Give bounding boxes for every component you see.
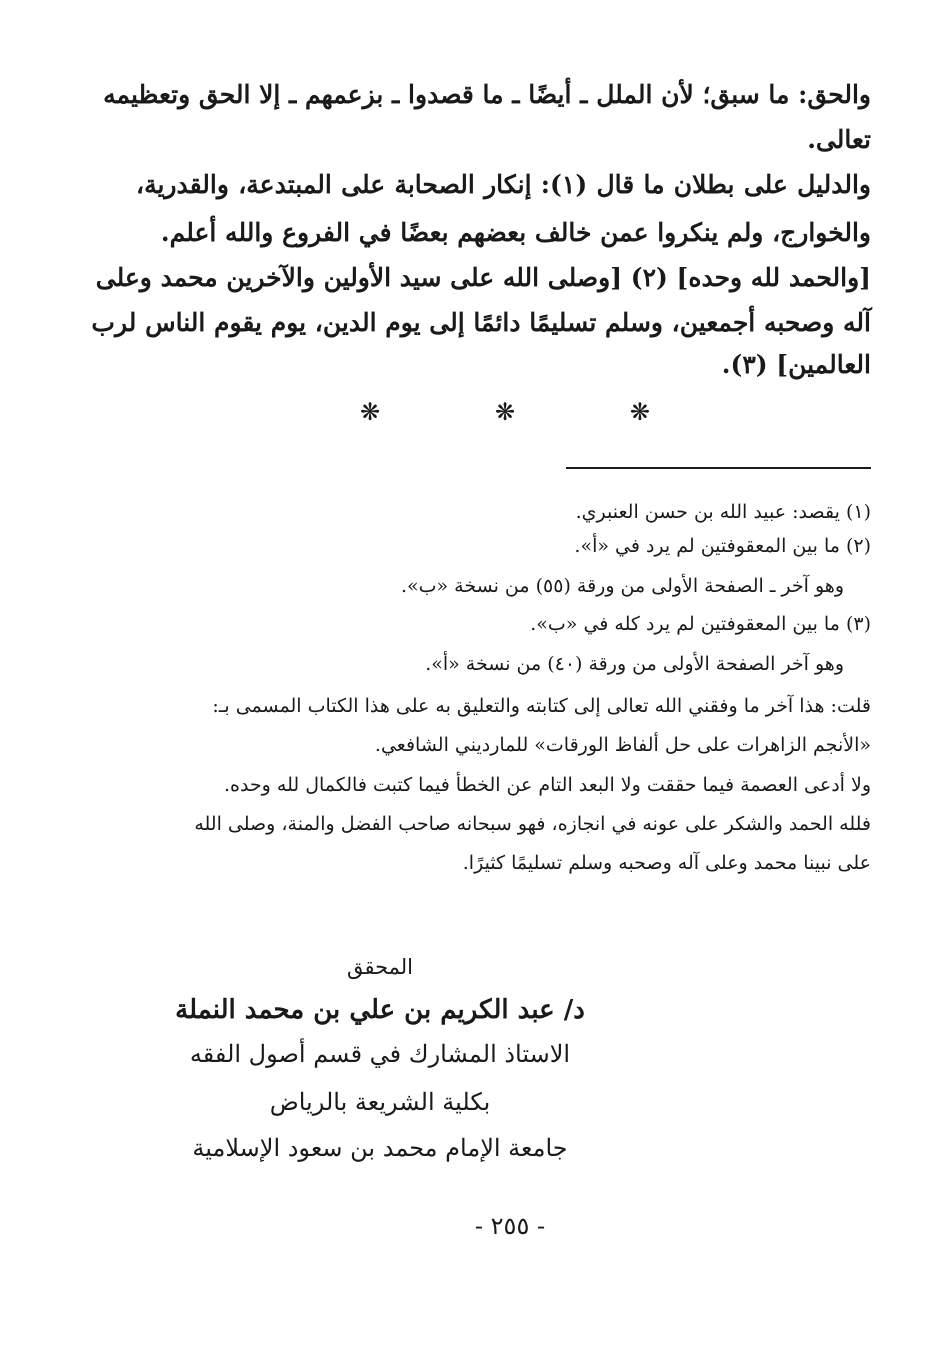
editor-name: د/ عبد الكريم بن علي بن محمد النملة [175,995,585,1025]
main-text-line-6: آله وصحبه أجمعين، وسلم تسليمًا دائمًا إلى يوم الدين، يوم يقوم الناس لرب [91,308,871,337]
footnote-2: (٢) ما بين المعقوفتين لم يرد في «أ». [574,535,871,557]
separator-star-icon: ❋ [494,398,516,426]
closing-note-2: «الأنجم الزاهرات على حل ألفاظ الورقات» للمارديني الشافعي. [374,734,871,756]
section-separator [360,398,650,426]
editor-title: الاستاذ المشارك في قسم أصول الفقه [189,1040,571,1068]
editor-college: بكلية الشريعة بالرياض [269,1088,491,1116]
main-text-line-4: والخوارج، ولم ينكروا عمن خالف بعضهم بعضًا في الفروع والله أعلم. [160,218,871,247]
separator-star-icon: ❋ [360,398,381,426]
main-text-line-2: تعالى. [807,125,871,154]
closing-note-4: فلله الحمد والشكر على عونه في انجازه، فهو سبحانه صاحب الفضل والمنة، وصلى الله [194,813,871,835]
editor-university: جامعة الإمام محمد بن سعود الإسلامية [192,1134,568,1162]
footnote-3-note: وهو آخر الصفحة الأولى من ورقة (٤٠) من نسخة «أ». [425,653,844,675]
footnote-divider [566,467,871,469]
page-number: - ٢٥٥ - [474,1212,546,1240]
main-text-line-5: [والحمد لله وحده] (٢) [وصلى الله على سيد الأولين والآخرين محمد وعلى [95,263,871,292]
main-text-line-3: والدليل على بطلان ما قال (١): إنكار الصحابة على المبتدعة، والقدرية، [136,170,872,199]
footnote-1: (١) يقصد: عبيد الله بن حسن العنبري. [575,501,871,523]
closing-note-1: قلت: هذا آخر ما وفقني الله تعالى إلى كتابته والتعليق به على هذا الكتاب المسمى بـ: [212,695,871,717]
main-text-line-7: العالمين] (٣). [721,350,871,379]
editor-role: المحقق [346,955,414,979]
closing-note-3: ولا أدعى العصمة فيما حققت ولا البعد التام عن الخطأ فيما كتبت فالكمال لله وحده. [223,774,871,796]
footnote-3: (٣) ما بين المعقوفتين لم يرد كله في «ب». [530,613,871,635]
separator-star-icon: ❋ [629,398,650,426]
closing-note-5: على نبينا محمد وعلى آله وصحبه وسلم تسليمًا كثيرًا. [462,852,871,874]
footnote-2-note: وهو آخر ـ الصفحة الأولى من ورقة (٥٥) من نسخة «ب». [400,575,844,597]
main-text-line-1: والحق: ما سبق؛ لأن الملل ـ أيضًا ـ ما قصدوا ـ بزعمهم ـ إلا الحق وتعظيمه [103,80,871,109]
